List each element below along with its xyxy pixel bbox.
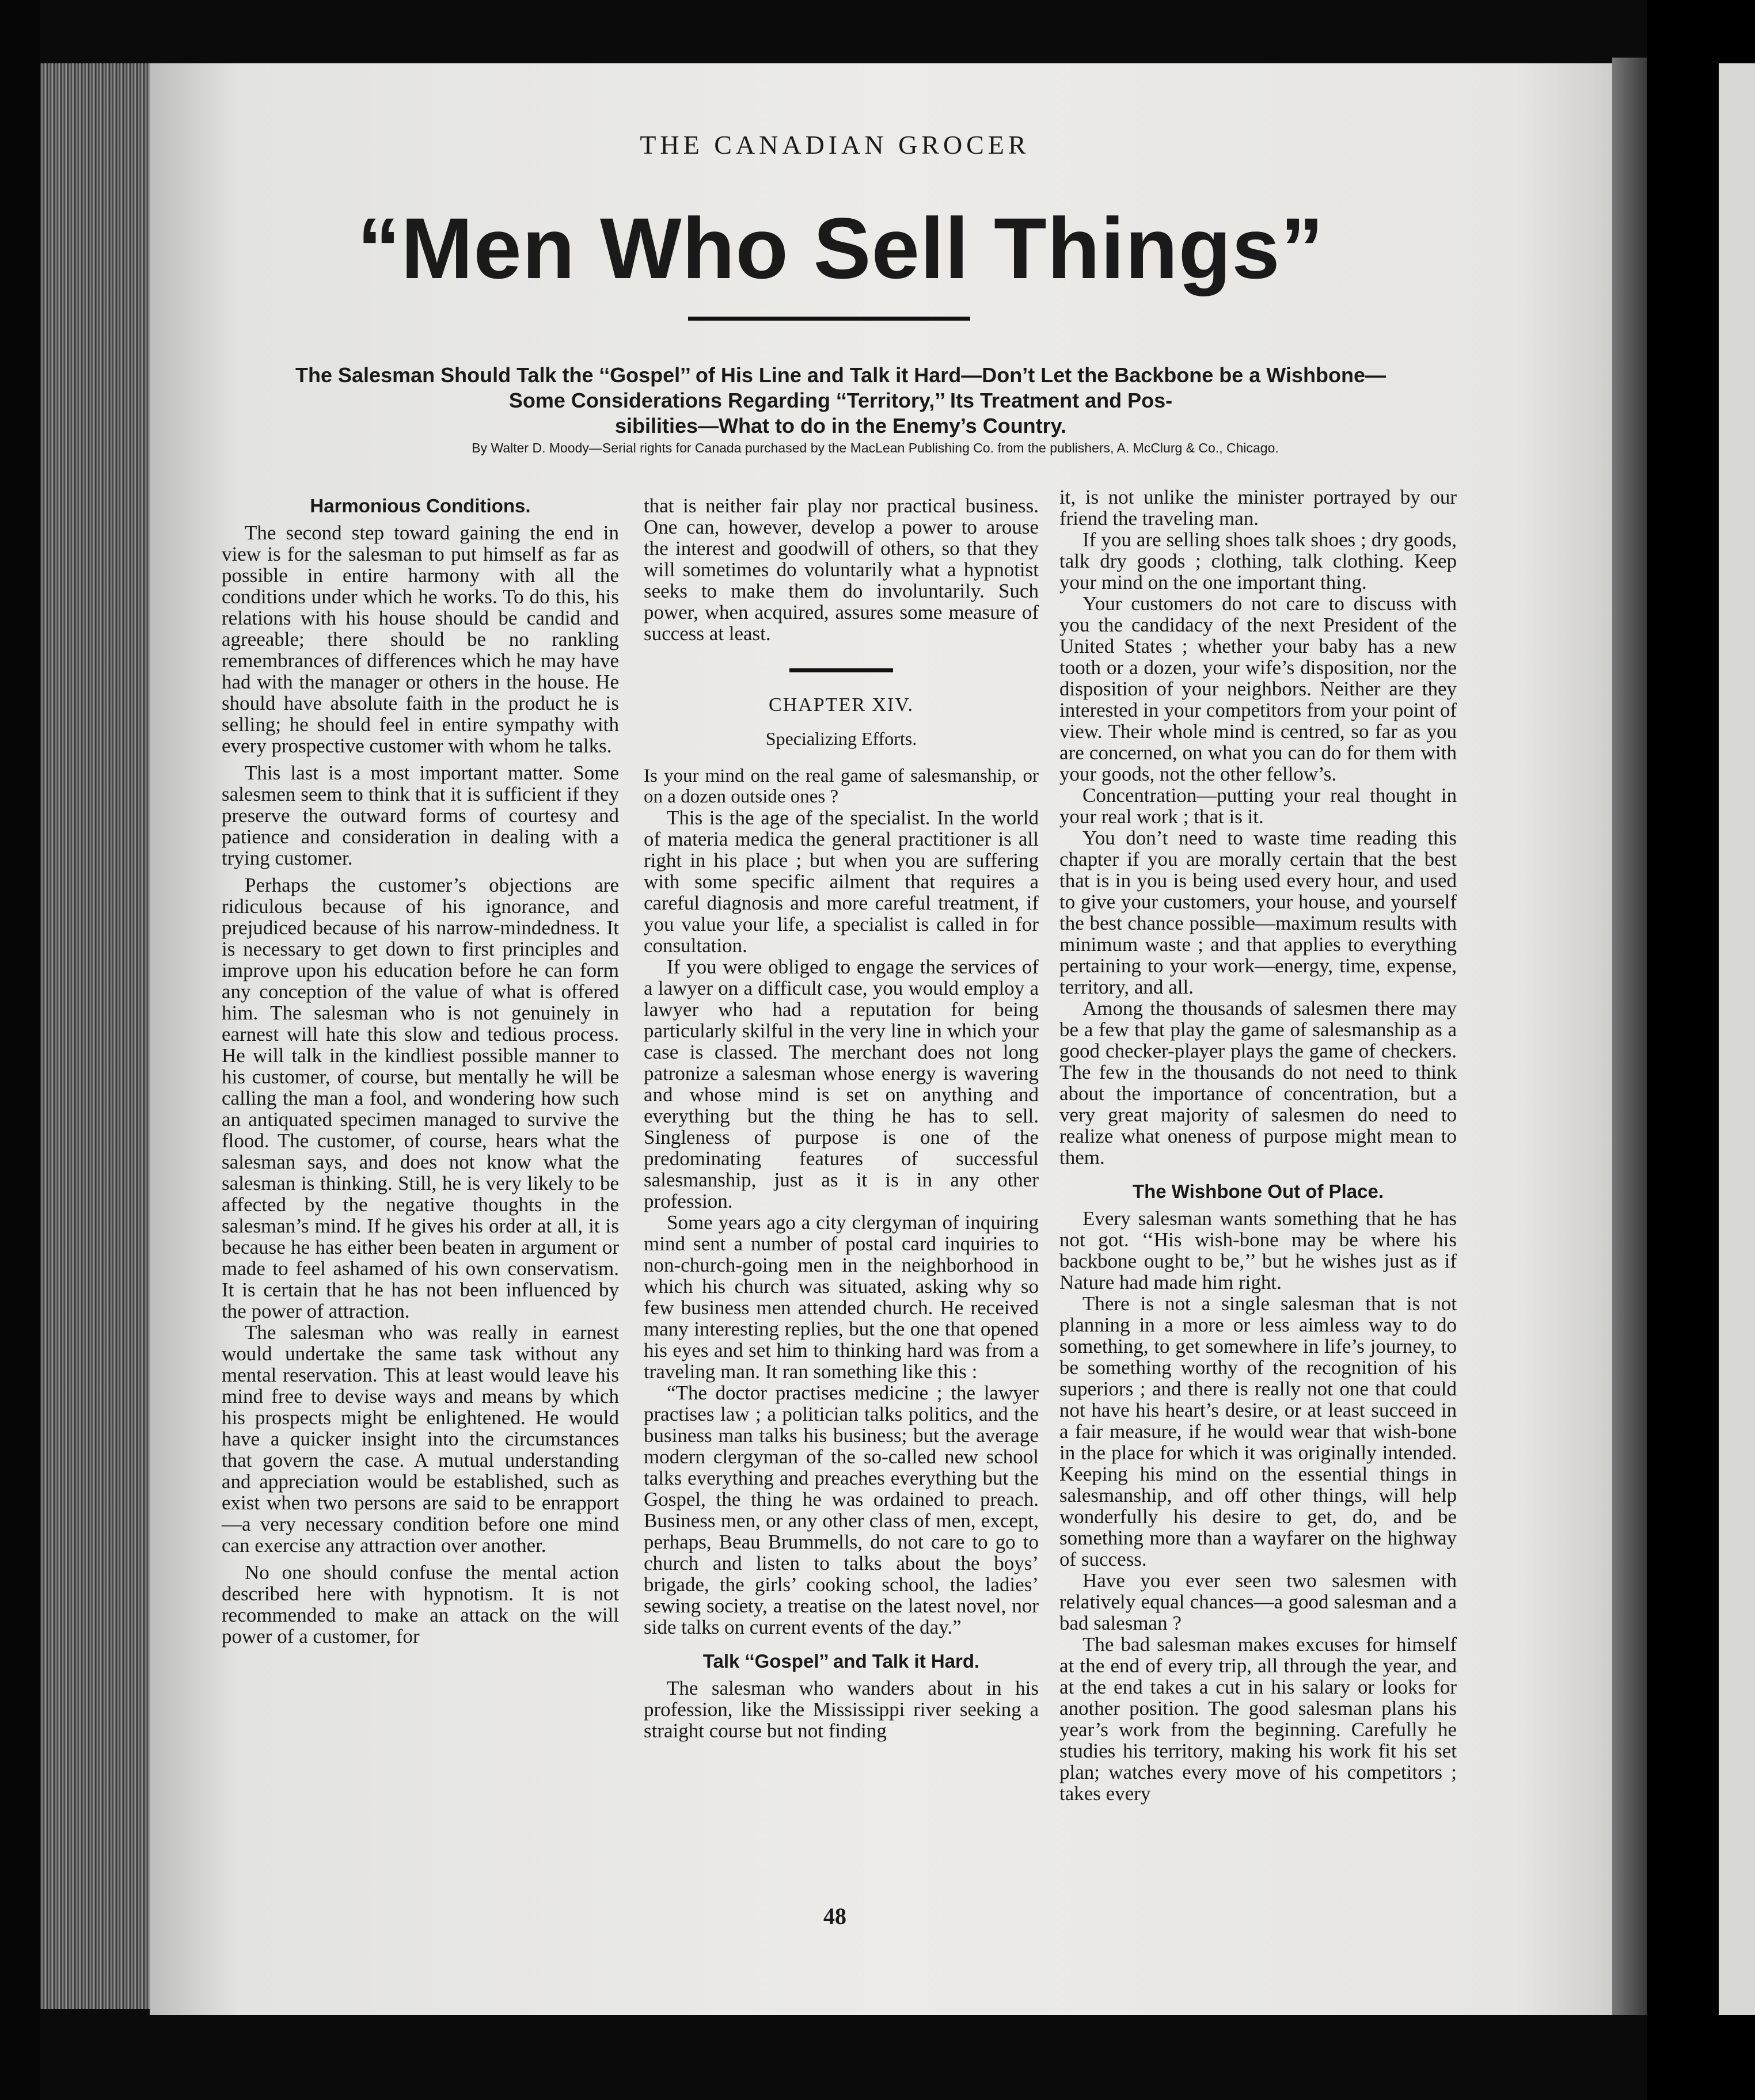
paragraph: There is not a single salesman that is not planning in a more or less aimless way to do something, to get somewhere in life’s journey, to be something worthy of the recognition of his superiors ; and there is really not one that could not have his heart’s desire, or at least succeed in a fair measure, if he would wear that wish-bone in the place for which it was originally intended. Keeping his mind on the essential things in salesmanship, and off other things, will help wonderfully his desire to get, do, and be something more than a wayfarer on the highway of success. (1059, 1292, 1457, 1570)
paragraph: The bad salesman makes excuses for himself at the end of every trip, all through the year, and at the end takes a cut in his salary or looks for another position. The good salesman plans his year’s work from the beginning. Carefully he studies his territory, making his work fit his set plan; watches every move of his competitors ; takes every (1059, 1633, 1457, 1805)
paragraph: that is neither fair play nor practical business. One can, however, develop a power to arouse the interest and goodwill of others, so that they will sometimes do voluntarily what a hypnotist seeks to make them do involuntarily. Such power, when acquired, assures some measure of success at least. (644, 494, 1039, 645)
column-3 (1059, 486, 1457, 1804)
paragraph: If you are selling shoes talk shoes ; dry goods, talk dry goods ; clothing, talk clothing. Keep your mind on the one important thing. (1059, 528, 1457, 594)
paragraph: The salesman who wanders about in his profession, like the Mississippi river seeking a straight course but not finding (644, 1677, 1039, 1742)
paragraph: This last is a most important matter. Some salesmen seem to think that it is sufficient if they preserve the outward forms of courtesy and patience and consideration in dealing with a trying customer. (222, 762, 619, 869)
paragraph: Have you ever seen two salesmen with relatively equal chances—a good salesman and a bad salesman ? (1059, 1569, 1457, 1634)
byline: By Walter D. Moody—Serial rights for Canada purchased by the MacLean Publishing Co. from the publishers, A. McClurg & Co., Chicago. (472, 440, 1279, 455)
column-1 (222, 495, 619, 1647)
paragraph: You don’t need to waste time reading this chapter if you are morally certain that the best that is in you is being used every hour, and used to give your customers, your house, and yourself the best chance possible—maximum results with minimum waste ; and that applies to everything pertaining to your work—energy, time, expense, territory, and all. (1059, 827, 1457, 998)
chapter-epigraph: Is your mind on the real game of salesmanship, or on a dozen outside ones ? (644, 766, 1039, 807)
section-rule (789, 668, 893, 672)
next-page-edge (1719, 63, 1755, 2015)
subtitle-line-2: Some Considerations Regarding ‘‘Territory,’’ Its Treatment and Pos- (508, 389, 1173, 412)
paragraph: Some years ago a city clergyman of inquiring mind sent a number of postal card inquiries to non-church-going men in the neighborhood in which his church was situated, asking why so few business men attended church. He received many interesting replies, but the one that opened his eyes and set him to thinking hard was from a traveling man. It ran something like this : (644, 1211, 1039, 1383)
section-heading: The Wishbone Out of Place. (1132, 1181, 1384, 1202)
paragraph: The second step toward gaining the end in view is for the salesman to put himself as far as possible in entire harmony with all the conditions under which he works. To do this, his relations with his house should be candid and agreeable; there should be no rankling remembrances of differences which he may have had with the manager or others in the house. He should have absolute faith in the product he is selling; he should feel in entire sympathy with every prospective customer with whom he talks. (222, 522, 619, 757)
paragraph: No one should confuse the mental action described here with hypnotism. It is not recommended to make an attack on the will power of a customer, for (222, 1561, 619, 1648)
section-heading: Talk ‘‘Gospel’’ and Talk it Hard. (702, 1650, 980, 1672)
chapter-heading: CHAPTER XIV. (769, 694, 914, 716)
paragraph: If you were obliged to engage the services of a lawyer on a difficult case, you would employ a lawyer who had a reputation for being particularly skilful in the very line in which your case is classed. The merchant does not long patronize a salesman whose energy is wavering and whose mind is set on anything and everything but the thing he has to sell. Singleness of purpose is one of the predominating features of successful salesmanship, just as it is in any other profession. (644, 956, 1039, 1212)
page-edges (40, 63, 155, 2009)
column-2 (644, 495, 1039, 1741)
section-heading: Harmonious Conditions. (310, 495, 531, 516)
paragraph: Every salesman wants something that he has not got. ‘‘His wish-bone may be where his backbone ought to be,’’ but he wishes just as if Nature had made him right. (1059, 1207, 1457, 1294)
gutter-shadow (1612, 58, 1647, 2015)
subtitle-line-1: The Salesman Should Talk the ‘‘Gospel’’ of His Line and Talk it Hard—Don’t Let the Backbone be a Wishbone— (295, 363, 1386, 387)
paragraph: The salesman who was really in earnest would undertake the same task without any mental reservation. This at least would leave his mind free to devise ways and means by which his prospects might be enlightened. He would have a quicker insight into the circumstances that govern the case. A mutual understanding and appreciation would be established, such as exist when two persons are said to be enrapport—a very necessary condition before one mind can exercise any attraction over another. (222, 1321, 619, 1557)
paragraph: Among the thousands of salesmen there may be a few that play the game of salesmanship as a good checker-player plays the game of checkers. The few in the thousands do not need to think about the importance of concentration, but a very great majority of salesmen do need to realize what oneness of purpose might mean to them. (1059, 997, 1457, 1169)
paragraph: Concentration—putting your real thought in your real work ; that is it. (1059, 784, 1457, 828)
article-subtitle (184, 363, 1497, 439)
article-title: “Men Who Sell Things” (357, 200, 1324, 296)
subtitle-line-3: sibilities—What to do in the Enemy’s Country. (614, 414, 1067, 438)
paragraph: “The doctor practises medicine ; the lawyer practises law ; a politician talks politics, and the business man talks his business; but the average modern clergyman of the so-called new school talks everything and preaches everything but the Gospel, the thing he was ordained to preach. Business men, or any other class of men, except, perhaps, Beau Brummells, do not care to go to church and listen to talks about the boys’ brigade, the girls’ cooking school, the ladies’ sewing society, a treatise on the latest novel, nor side talks on current events of the day.” (644, 1382, 1039, 1638)
paragraph: it, is not unlike the minister portrayed by our friend the traveling man. (1059, 486, 1457, 530)
paragraph: Perhaps the customer’s objections are ridiculous because of his ignorance, and prejudiced because of his narrow-mindedness. It is necessary to get down to first principles and improve upon his education before he can form any conception of the value of what is offered him. The salesman who is not genuinely in earnest will hate this slow and tedious process. He will talk in the kindliest possible manner to his customer, of course, but mentally he will be calling the man a fool, and wondering how such an antiquated specimen managed to survive the flood. The customer, of course, hears what the salesman says, and does not know what the salesman is thinking. Still, he is very likely to be affected by the negative thoughts in the salesman’s mind. If he gives his order at all, it is because he has either been beaten in argument or made to feel ashamed of his own conservatism. It is certain that he has not been influenced by the power of attraction. (222, 874, 619, 1322)
paragraph: Your customers do not care to discuss with you the candidacy of the next President of the United States ; whether your baby has a new tooth or a dozen, your wife’s disposition, nor the disposition of your neighbors. Neither are they interested in your competitors from your point of view. Their whole mind is centred, so far as you are concerned, on what you can do for them with your goods, not the other fellow’s. (1059, 592, 1457, 785)
binding-shadow (0, 0, 40, 2100)
page-number: 48 (823, 1903, 846, 1929)
title-rule (688, 317, 970, 321)
running-header: THE CANADIAN GROCER (640, 130, 1030, 159)
paragraph: This is the age of the specialist. In the world of materia medica the general practitioner is all right in his place ; but when you are suffering with some specific ailment that requires a careful diagnosis and more careful treatment, if you value your life, a specialist is called in for consultation. (644, 806, 1039, 957)
chapter-title: Specializing Efforts. (765, 728, 917, 749)
